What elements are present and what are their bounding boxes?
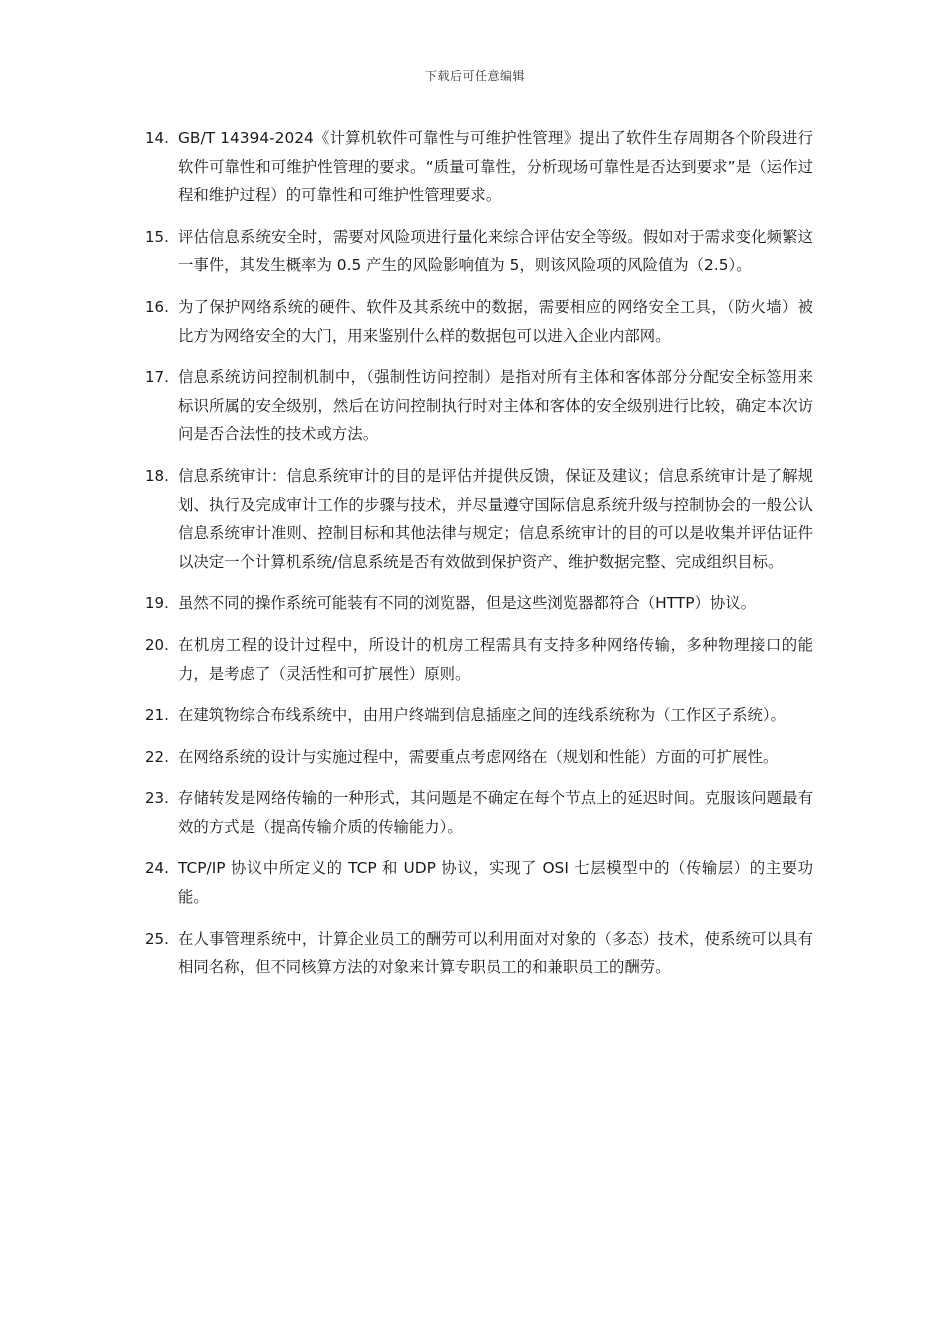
question-number: 16. <box>145 297 169 316</box>
question-number: 20. <box>145 635 169 654</box>
question-item <box>145 784 813 841</box>
question-text: GB/T 14394-2024《计算机软件可靠性与可维护性管理》提出了软件生存周期各个阶段进行软件可靠性和可维护性管理的要求。“质量可靠性，分析现场可靠性是否达到要求”是（运作过程和维护过程）的可靠性和可维护性管理要求。 <box>178 129 813 205</box>
question-number: 22. <box>145 747 169 766</box>
question-item <box>145 589 813 618</box>
question-number: 15. <box>145 227 169 246</box>
question-text: TCP/IP 协议中所定义的 TCP 和 UDP 协议，实现了 OSI 七层模型中的（传输层）的主要功能。 <box>178 859 813 907</box>
question-number: 19. <box>145 594 169 613</box>
question-item <box>145 223 813 280</box>
question-item <box>145 124 813 210</box>
question-item <box>145 462 813 576</box>
question-number: 21. <box>145 706 169 725</box>
page-header: 下载后可任意编辑 <box>424 69 525 83</box>
question-text: 存储转发是网络传输的一种形式，其问题是不确定在每个节点上的延迟时间。克服该问题最有效的方式是（提高传输介质的传输能力）。 <box>178 789 813 836</box>
question-text: 信息系统访问控制机制中，（强制性访问控制）是指对所有主体和客体部分分配安全标签用来标识所属的安全级别，然后在访问控制执行时对主体和客体的安全级别进行比较，确定本次访问是否合法性的技术或方法。 <box>178 368 813 444</box>
question-text: 信息系统审计：信息系统审计的目的是评估并提供反馈，保证及建议；信息系统审计是了解规划、执行及完成审计工作的步骤与技术，并尽量遵守国际信息系统升级与控制协会的一般公认信息系统审计准则、控制目标和其他法律与规定；信息系统审计的目的可以是收集并评估证件以决定一个计算机系统/信息系统是否有效做到保护资产、维护数据完整、完成组织目标。 <box>178 466 813 571</box>
question-number: 18. <box>145 466 169 485</box>
question-text: 在机房工程的设计过程中，所设计的机房工程需具有支持多种网络传输，多种物理接口的能力，是考虑了（灵活性和可扩展性）原则。 <box>178 635 813 683</box>
question-item <box>145 701 813 730</box>
question-number: 17. <box>145 368 169 387</box>
question-text: 在网络系统的设计与实施过程中，需要重点考虑网络在（规划和性能）方面的可扩展性。 <box>178 747 779 766</box>
question-item <box>145 743 813 772</box>
question-number: 23. <box>145 789 169 808</box>
question-text: 为了保护网络系统的硬件、软件及其系统中的数据，需要相应的网络安全工具，（防火墙）被比方为网络安全的大门，用来鉴别什么样的数据包可以进入企业内部网。 <box>178 297 813 345</box>
question-number: 14. <box>145 129 169 147</box>
question-item <box>145 925 813 982</box>
question-number: 25. <box>145 929 169 948</box>
question-item <box>145 363 813 449</box>
question-text: 在建筑物综合布线系统中，由用户终端到信息插座之间的连线系统称为（工作区子系统）。 <box>178 706 786 725</box>
question-text: 在人事管理系统中，计算企业员工的酬劳可以利用面对对象的（多态）技术，使系统可以具有相同名称，但不同核算方法的对象来计算专职员工的和兼职员工的酬劳。 <box>178 929 813 977</box>
question-list <box>145 124 813 995</box>
question-item <box>145 854 813 911</box>
question-number: 24. <box>145 859 169 878</box>
question-text: 虽然不同的操作系统可能装有不同的浏览器，但是这些浏览器都符合（HTTP）协议。 <box>178 594 757 613</box>
question-item <box>145 293 813 350</box>
question-item <box>145 631 813 688</box>
question-text: 评估信息系统安全时，需要对风险项进行量化来综合评估安全等级。假如对于需求变化频繁这一事件，其发生概率为 0.5 产生的风险影响值为 5，则该风险项的风险值为（2.5）。 <box>178 227 813 275</box>
